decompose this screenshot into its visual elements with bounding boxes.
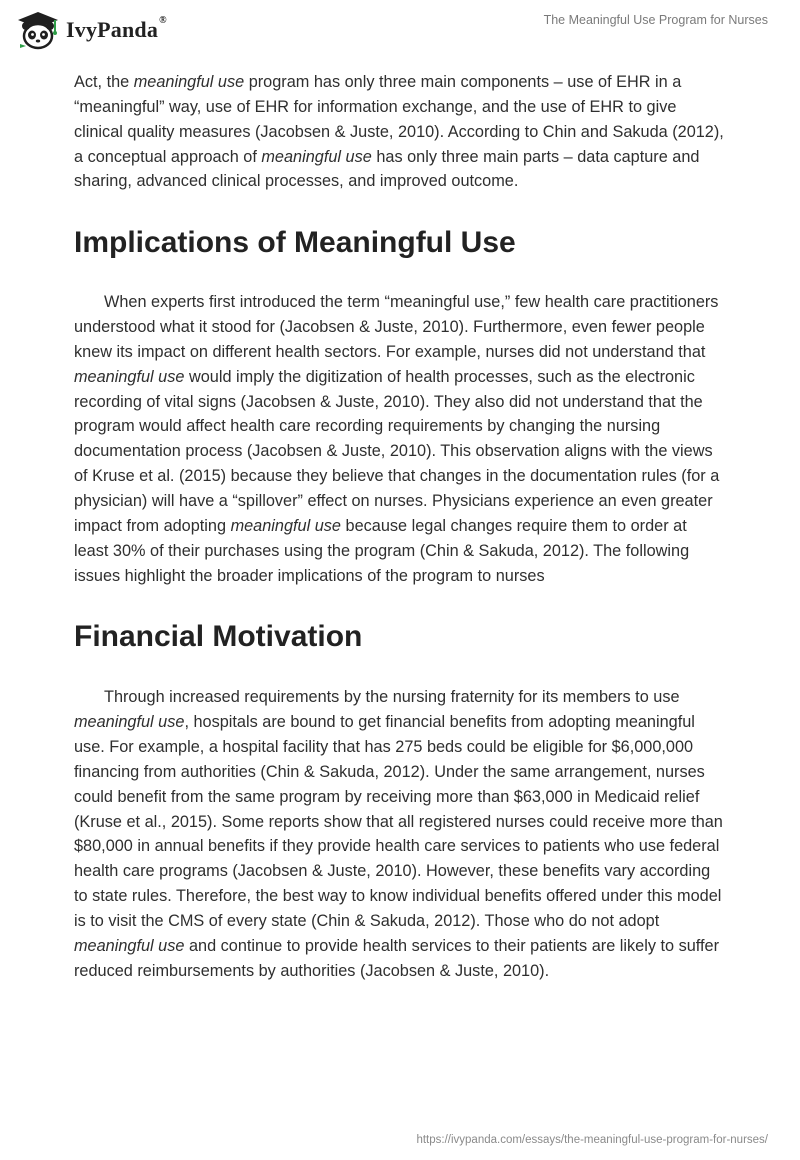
source-url-link[interactable]: https://ivypanda.com/essays/the-meaningful-use-program-for-nurses/ — [416, 1134, 768, 1146]
brand-logo[interactable] — [16, 10, 167, 50]
page-header — [0, 0, 800, 70]
heading-implications: Implications of Meaningful Use — [74, 226, 516, 260]
paragraph-implications: When experts first introduced the term “meaningful use,” few health care practitioners understood what it stood for (Jacobsen & Juste, 2010). Furthermore, even fewer people knew its impact on different health sectors. For example, nurses did not understand that meaningful use would imply the digitization of health processes, such as the electronic recording of vital signs (Jacobsen & Juste, 2010). They also did not understand that the program would affect health care recording requirements by changing the nursing documentation process (Jacobsen & Juste, 2010). This observation aligns with the views of Kruse et al. (2015) because they believe that changes in the documentation rules (for a physician) will have a “spillover” effect on nurses. Physicians experience an even greater impact from adopting meaningful use because legal changes require them to order at least 30% of their purchases using the program (Chin & Sakuda, 2012). The following issues highlight the broader implications of the program to nurses — [74, 293, 720, 585]
paragraph-financial: Through increased requirements by the nursing fraternity for its members to use meaningful use, hospitals are bound to get financial benefits from adopting meaningful use. For example, a hospital facility that has 275 beds could be eligible for $6,000,000 financing from authorities (Chin & Sakuda, 2012). Under the same arrangement, nurses could benefit from the same program by receiving more than $63,000 in Medicaid relief (Kruse et al., 2015). Some reports show that all registered nurses could receive more than $80,000 in annual benefits if they provide health care services to patients who use federal health care programs (Jacobsen & Juste, 2010). However, these benefits vary according to state rules. Therefore, the best way to know individual benefits offered under this model is to visit the CMS of every state (Chin & Sakuda, 2012). Those who do not adopt meaningful use and continue to provide health services to their patients are likely to suffer reduced reimbursements by authorities (Jacobsen & Juste, 2010). — [74, 688, 723, 980]
paragraph-intro: Act, the meaningful use program has only three main components – use of EHR in a “meaningful” way, use of EHR for information exchange, and the use of EHR to give clinical quality measures (Jacobsen & Juste, 2010). According to Chin and Sakuda (2012), a conceptual approach of meaningful use has only three main parts – data capture and sharing, advanced clinical processes, and improved outcome. — [74, 73, 724, 191]
panda-graduate-icon — [16, 10, 60, 50]
essay-content — [74, 70, 724, 983]
document-title: The Meaningful Use Program for Nurses — [543, 13, 768, 27]
brand-name: IvyPanda® — [66, 15, 167, 42]
heading-financial-motivation: Financial Motivation — [74, 620, 363, 654]
